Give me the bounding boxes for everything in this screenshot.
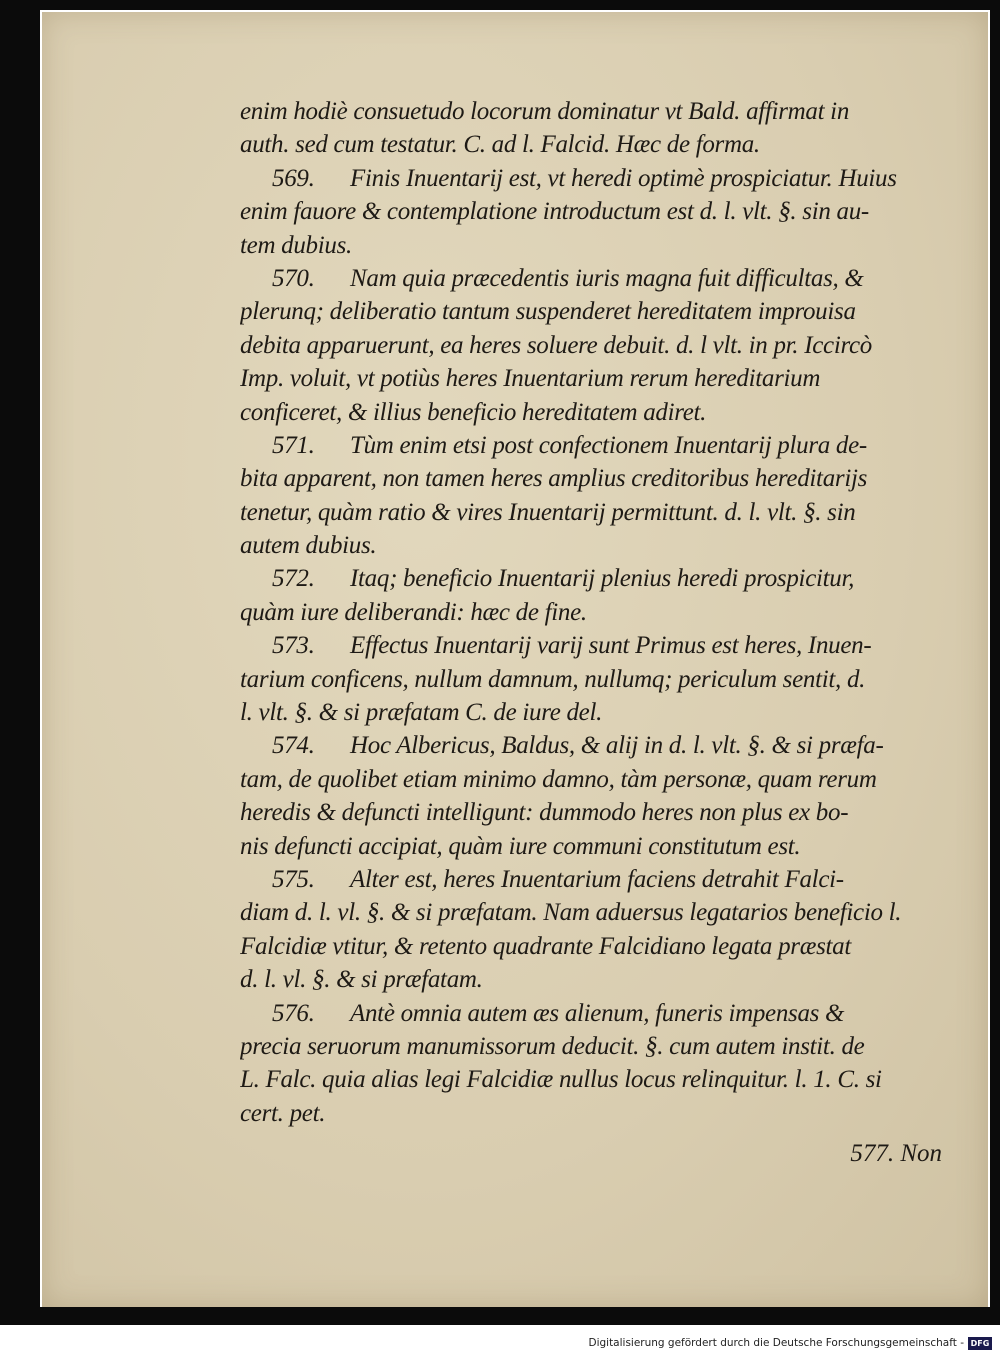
paragraph-number: 575.: [272, 865, 315, 893]
text-line: [240, 195, 945, 228]
line-text: tam, de quolibet etiam minimo damno, tàm personæ, quam rerum: [240, 765, 877, 793]
line-text: conficeret, & illius beneficio hereditatem adiret.: [240, 398, 707, 426]
line-text: bita apparent, non tamen heres amplius creditoribus hereditarijs: [240, 465, 868, 493]
text-line: [240, 963, 945, 996]
line-text: Effectus Inuentarij varij sunt Primus est heres, Inuen-: [350, 632, 872, 660]
text-line: [240, 462, 945, 495]
line-text: enim hodiè consuetudo locorum dominatur vt Bald. affirmat in: [240, 98, 850, 125]
paragraph-number: 574.: [272, 732, 315, 760]
catchword: 577. Non: [850, 1140, 942, 1167]
text-line: [240, 596, 945, 629]
line-text: Falcidiæ vtitur, & retento quadrante Falcidiano legata præstat: [240, 932, 851, 960]
line-text: l. vlt. §. & si præfatam C. de iure del.: [240, 699, 603, 727]
text-line: [240, 496, 945, 529]
text-line: [240, 162, 945, 195]
paragraph-number: 576.: [272, 999, 315, 1027]
line-text: precia seruorum manumissorum deducit. §. cum autem instit. de: [240, 1032, 865, 1060]
paragraph-number: 570.: [272, 264, 315, 292]
scan-border-bottom: [0, 1307, 1000, 1325]
text-line: [240, 796, 945, 829]
scan-border-top: [0, 0, 1000, 10]
text-line: [240, 362, 945, 395]
dfg-logo: DFG: [968, 1337, 992, 1350]
line-text: Hoc Albericus, Baldus, & alij in d. l. vlt. §. & si præfa-: [350, 732, 884, 760]
paragraph-number: 569.: [272, 164, 315, 192]
page-text: [240, 95, 945, 1130]
line-text: heredis & defuncti intelligunt: dummodo heres non plus ex bo-: [240, 799, 849, 827]
scan-border-left: [0, 0, 40, 1325]
text-line: [240, 529, 945, 562]
line-text: tenetur, quàm ratio & vires Inuentarij permittunt. d. l. vlt. §. sin: [240, 498, 856, 526]
digitization-footer: [588, 1335, 992, 1351]
line-text: Nam quia præcedentis iuris magna fuit difficultas, &: [350, 264, 864, 292]
text-line: [240, 930, 945, 963]
text-line: [240, 696, 945, 729]
line-text: plerunq; deliberatio tantum suspenderet hereditatem improuisa: [240, 298, 856, 326]
line-text: Tùm enim etsi post confectionem Inuentarij plura de-: [350, 431, 867, 459]
line-text: diam d. l. vl. §. & si præfatam. Nam aduersus legatarios beneficio l.: [240, 899, 902, 927]
line-text: d. l. vl. §. & si præfatam.: [240, 966, 483, 994]
line-text: tem dubius.: [240, 231, 352, 259]
text-line: [240, 896, 945, 929]
line-text: quàm iure deliberandi: hæc de fine.: [240, 598, 587, 626]
text-line: [240, 295, 945, 328]
line-text: tarium conficens, nullum damnum, nullumq; periculum sentit, d.: [240, 665, 866, 693]
line-text: enim fauore & contemplatione introductum est d. l. vlt. §. sin au-: [240, 198, 869, 226]
paragraph-number: 573.: [272, 632, 315, 660]
text-line: [240, 663, 945, 696]
line-text: auth. sed cum testatur. C. ad l. Falcid. Hæc de forma.: [240, 131, 760, 159]
line-text: Itaq; beneficio Inuentarij plenius heredi prospicitur,: [350, 565, 855, 593]
text-line: [240, 1097, 945, 1130]
line-text: autem dubius.: [240, 532, 377, 560]
text-line: [240, 396, 945, 429]
text-line: [240, 262, 945, 295]
text-line: [240, 763, 945, 796]
line-text: Imp. voluit, vt potiùs heres Inuentarium rerum hereditarium: [240, 365, 821, 393]
text-line: [240, 863, 945, 896]
text-line: [240, 997, 945, 1030]
footer-credit: Digitalisierung gefördert durch die Deutsche Forschungsgemeinschaft -: [588, 1337, 964, 1349]
line-text: Alter est, heres Inuentarium faciens detrahit Falci-: [350, 865, 844, 893]
paragraph-number: 571.: [272, 431, 315, 459]
text-line: [240, 429, 945, 462]
line-text: Finis Inuentarij est, vt heredi optimè prospiciatur. Huius: [350, 164, 897, 192]
text-line: [240, 229, 945, 262]
paragraph-number: 572.: [272, 565, 315, 593]
text-line: [240, 562, 945, 595]
scan-border-right: [990, 0, 1000, 1325]
text-line: [240, 1030, 945, 1063]
text-line: [240, 128, 945, 161]
text-line: [240, 629, 945, 662]
line-text: Antè omnia autem æs alienum, funeris impensas &: [350, 999, 845, 1027]
text-line: [240, 830, 945, 863]
text-line: [240, 329, 945, 362]
line-text: debita apparuerunt, ea heres soluere debuit. d. l vlt. in pr. Iccircò: [240, 331, 872, 359]
text-line: [240, 1063, 945, 1096]
line-text: cert. pet.: [240, 1099, 326, 1127]
text-line: [240, 95, 945, 128]
line-text: nis defuncti accipiat, quàm iure communi constitutum est.: [240, 832, 801, 860]
text-line: [240, 729, 945, 762]
line-text: L. Falc. quia alias legi Falcidiæ nullus locus relinquitur. l. 1. C. si: [240, 1066, 882, 1094]
